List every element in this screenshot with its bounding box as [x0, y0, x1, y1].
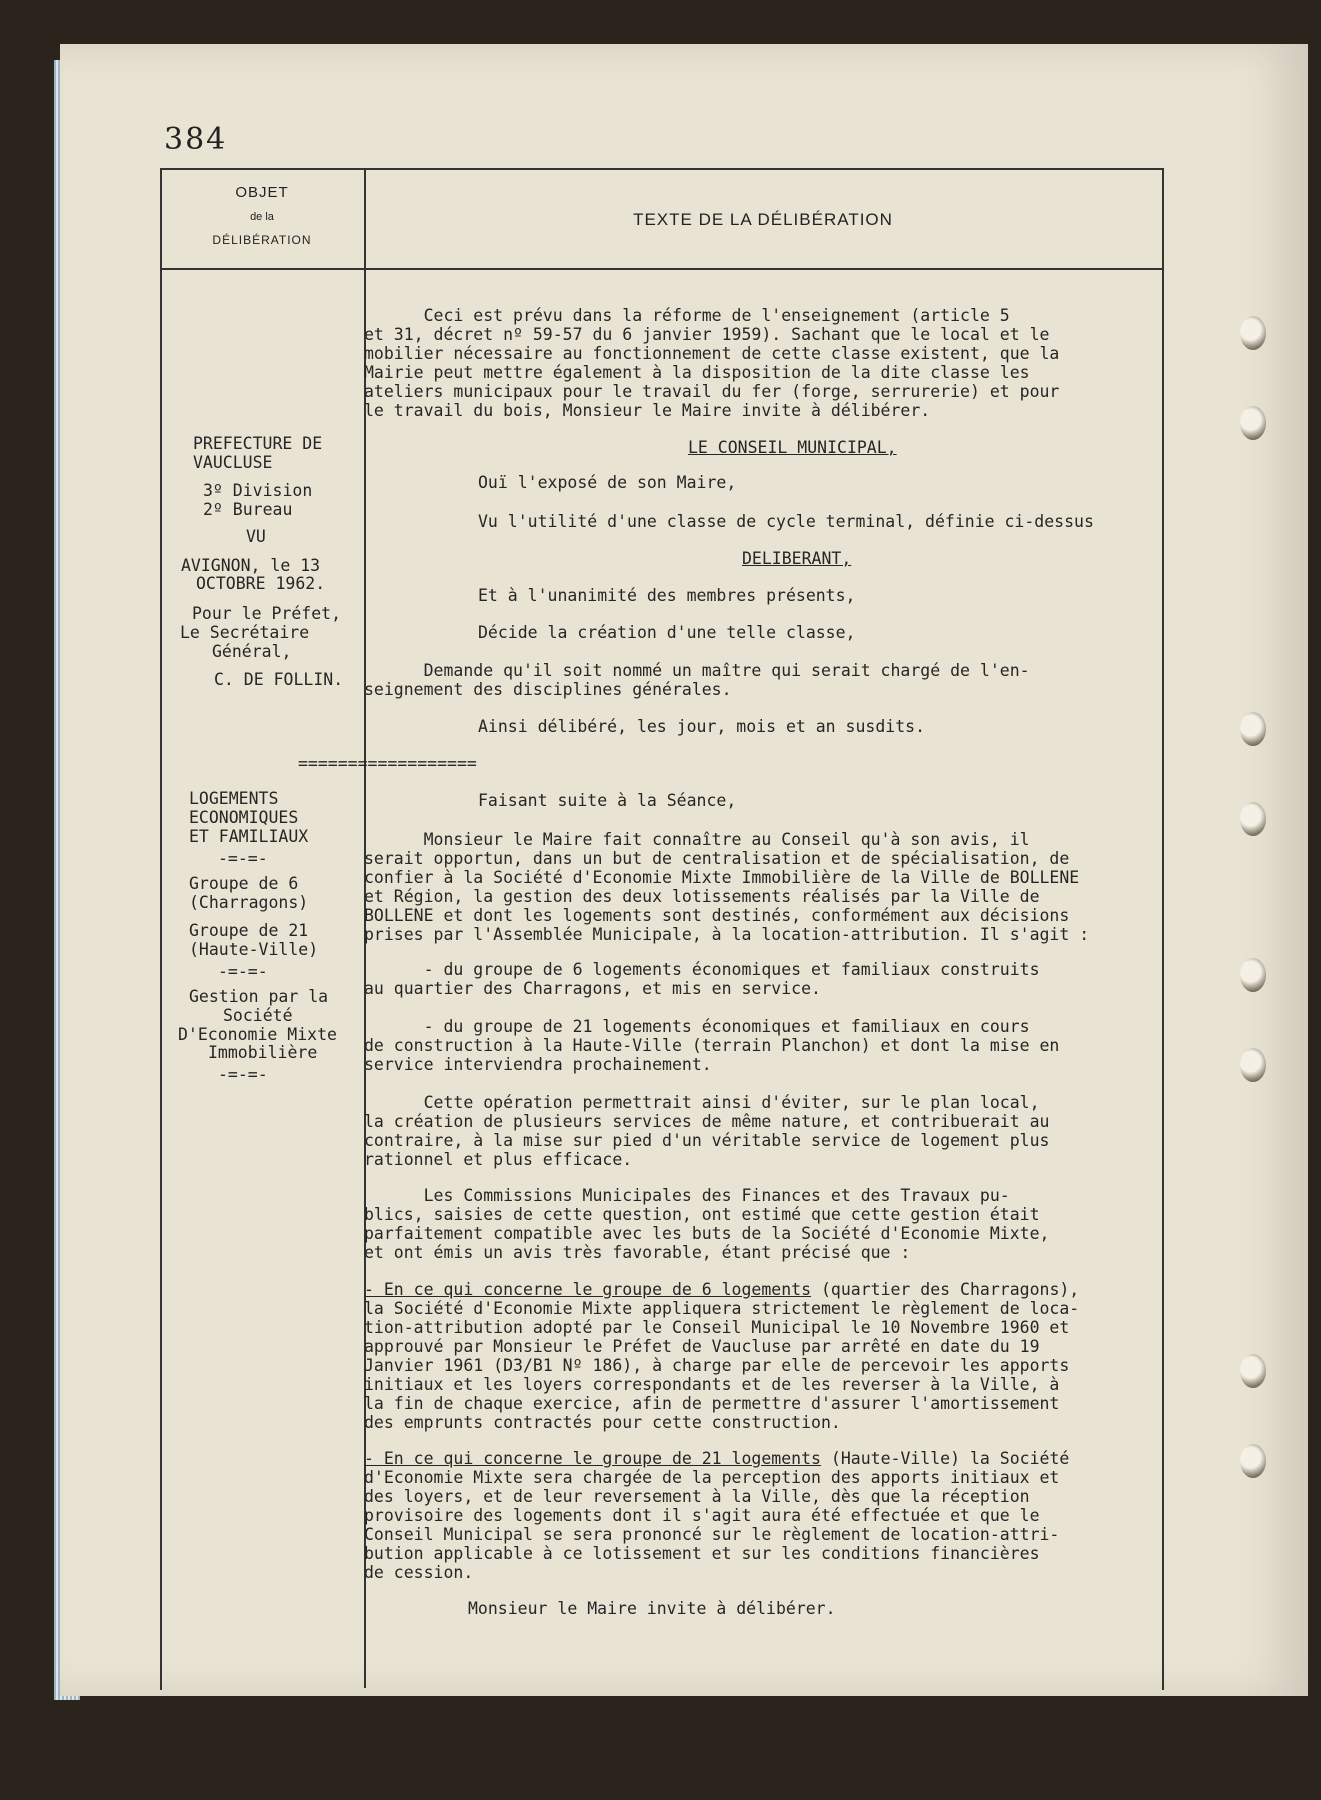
signatory-line: Pour le Préfet, [192, 604, 342, 623]
subject-line: (Haute-Ville) [189, 940, 319, 959]
header-divider [160, 268, 1162, 270]
body-line: Mairie peut mettre également à la disposition de la dite classe les [364, 363, 1030, 382]
body-line: et Région, la gestion des deux lotissements réalisés par la Ville de [364, 887, 1040, 906]
body-line: et ont émis un avis très favorable, étant précisé que : [364, 1243, 911, 1262]
body-line: rationnel et plus efficace. [364, 1150, 633, 1169]
binder-hole [1240, 1354, 1266, 1388]
bureau-line: 2º Bureau [203, 500, 293, 519]
body-line: Faisant suite à la Séance, [478, 791, 737, 810]
signatory-line: Général, [212, 642, 292, 661]
closing-line: Monsieur le Maire invite à délibérer. [468, 1599, 836, 1618]
body-line: prises par l'Assemblée Municipale, à la location-attribution. Il s'agit : [364, 925, 1090, 944]
binder-hole [1240, 1048, 1266, 1082]
body-line: blics, saisies de cette question, ont estimé que cette gestion était [364, 1205, 1040, 1224]
body-line: la création de plusieurs services de même nature, et contribuerait au [364, 1112, 1050, 1131]
subject-line: Société [223, 1006, 293, 1025]
ornament: -=-=- [218, 1065, 268, 1084]
subject-line: (Charragons) [189, 893, 309, 912]
header-objet-title: OBJET [235, 184, 289, 201]
signatory-name: C. DE FOLLIN. [214, 670, 344, 689]
ornament: -=-=- [218, 849, 268, 868]
body-line: Vu l'utilité d'une classe de cycle terminal, définie ci-dessus [478, 512, 1094, 531]
underlined-heading: - En ce qui concerne le groupe de 6 logements [364, 1280, 812, 1299]
signatory-line: Le Secrétaire [180, 623, 310, 642]
body-line: confier à la Société d'Economie Mixte Immobilière de la Ville de BOLLENE [364, 868, 1080, 887]
body-line: Demande qu'il soit nommé un maître qui serait chargé de l'en- [364, 661, 1030, 680]
section-separator: ================== [298, 754, 477, 773]
deliberant-heading: DELIBERANT, [742, 549, 852, 568]
body-line: serait opportun, dans un but de centralisation et de spécialisation, de [364, 849, 1070, 868]
binder-hole [1240, 712, 1266, 746]
body-line: des emprunts contractés pour cette construction. [364, 1413, 841, 1432]
body-line: Ouï l'exposé de son Maire, [478, 473, 737, 492]
prefecture-line: PREFECTURE DE [193, 434, 323, 453]
header-objet-deliberation: DÉLIBÉRATION [212, 233, 312, 247]
body-line: Monsieur le Maire fait connaître au Conseil qu'à son avis, il [364, 830, 1030, 849]
subject-line: Gestion par la [189, 987, 329, 1006]
binder-hole [1240, 958, 1266, 992]
body-line: Janvier 1961 (D3/B1 Nº 186), à charge par elle de percevoir les apports [364, 1356, 1070, 1375]
binder-hole [1240, 802, 1266, 836]
body-line: tion-attribution adopté par le Conseil Municipal le 10 Novembre 1960 et [364, 1318, 1070, 1337]
body-line: bution applicable à ce lotissement et sur les conditions financières [364, 1544, 1040, 1563]
body-line: mobilier nécessaire au fonctionnement de cette classe existent, que la [364, 344, 1060, 363]
body-line: la Société d'Economie Mixte appliquera strictement le règlement de loca- [364, 1299, 1080, 1318]
heading-tail: (Haute-Ville) la Société [820, 1449, 1070, 1468]
body-line: service interviendra prochainement. [364, 1055, 712, 1074]
body-line: de cession. [364, 1563, 474, 1582]
ornament: -=-=- [218, 962, 268, 981]
subject-line: Groupe de 6 [189, 874, 299, 893]
division-line: 3º Division [203, 481, 313, 500]
body-line: Ainsi délibéré, les jour, mois et an susdits. [478, 717, 926, 736]
body-line: ateliers municipaux pour le travail du fer (forge, serrurerie) et pour [364, 382, 1060, 401]
body-line: des loyers, et de leur reversement à la Ville, dès que la réception [364, 1487, 1030, 1506]
body-line [364, 1280, 1079, 1299]
body-line: BOLLENE et dont les logements sont destinés, conformément aux décisions [364, 906, 1070, 925]
body-line: provisoire des logements dont il s'agit aura été effectuée et que le [364, 1506, 1040, 1525]
body-line: seignement des disciplines générales. [364, 680, 732, 699]
date-line: AVIGNON, le 13 [181, 556, 321, 575]
body-line: parfaitement compatible avec les buts de la Société d'Economie Mixte, [364, 1224, 1050, 1243]
binder-hole [1240, 1444, 1266, 1478]
body-line: la fin de chaque exercice, afin de permettre d'assurer l'amortissement [364, 1394, 1060, 1413]
body-line: Cette opération permettrait ainsi d'éviter, sur le plan local, [364, 1093, 1040, 1112]
body-line: et 31, décret nº 59-57 du 6 janvier 1959). Sachant que le local et le [364, 325, 1050, 344]
heading-tail: (quartier des Charragons), [811, 1280, 1080, 1299]
subject-title: ECONOMIQUES [189, 808, 299, 827]
header-texte: TEXTE DE LA DÉLIBÉRATION [633, 210, 893, 229]
subject-line: Groupe de 21 [189, 921, 309, 940]
body-line: Décide la création d'une telle classe, [478, 623, 856, 642]
body-line: de construction à la Haute-Ville (terrain Planchon) et dont la mise en [364, 1036, 1060, 1055]
body-line: Et à l'unanimité des membres présents, [478, 586, 856, 605]
subject-line: Immobilière [208, 1043, 318, 1062]
binder-hole [1240, 316, 1266, 350]
prefecture-line: VAUCLUSE [193, 453, 273, 472]
subject-title: LOGEMENTS [189, 789, 279, 808]
conseil-heading: LE CONSEIL MUNICIPAL, [688, 438, 897, 457]
body-line: initiaux et les loyers correspondants et de les reverser à la Ville, à [364, 1375, 1060, 1394]
page-number: 384 [164, 122, 228, 157]
body-line: - du groupe de 21 logements économiques et familiaux en cours [364, 1017, 1030, 1036]
subject-line: D'Economie Mixte [178, 1025, 337, 1044]
body-line: le travail du bois, Monsieur le Maire invite à délibérer. [364, 401, 931, 420]
body-line: Ceci est prévu dans la réforme de l'enseignement (article 5 [364, 306, 1010, 325]
underlined-heading: - En ce qui concerne le groupe de 21 logements [364, 1449, 821, 1468]
binder-hole [1240, 406, 1266, 440]
body-line [364, 1449, 1069, 1468]
header-objet-sub: de la [250, 211, 274, 223]
subject-title: ET FAMILIAUX [189, 827, 309, 846]
body-line: contraire, à la mise sur pied d'un véritable service de logement plus [364, 1131, 1050, 1150]
header-objet [162, 172, 362, 247]
body-line: au quartier des Charragons, et mis en service. [364, 979, 821, 998]
body-line: - du groupe de 6 logements économiques et familiaux construits [364, 960, 1040, 979]
body-line: d'Economie Mixte sera chargée de la perception des apports initiaux et [364, 1468, 1060, 1487]
date-line: OCTOBRE 1962. [196, 574, 326, 593]
body-line: approuvé par Monsieur le Préfet de Vaucluse par arrêté en date du 19 [364, 1337, 1040, 1356]
body-line: Les Commissions Municipales des Finances et des Travaux pu- [364, 1186, 1010, 1205]
body-line: Conseil Municipal se sera prononcé sur le règlement de location-attri- [364, 1525, 1060, 1544]
vu-label: VU [246, 527, 266, 546]
